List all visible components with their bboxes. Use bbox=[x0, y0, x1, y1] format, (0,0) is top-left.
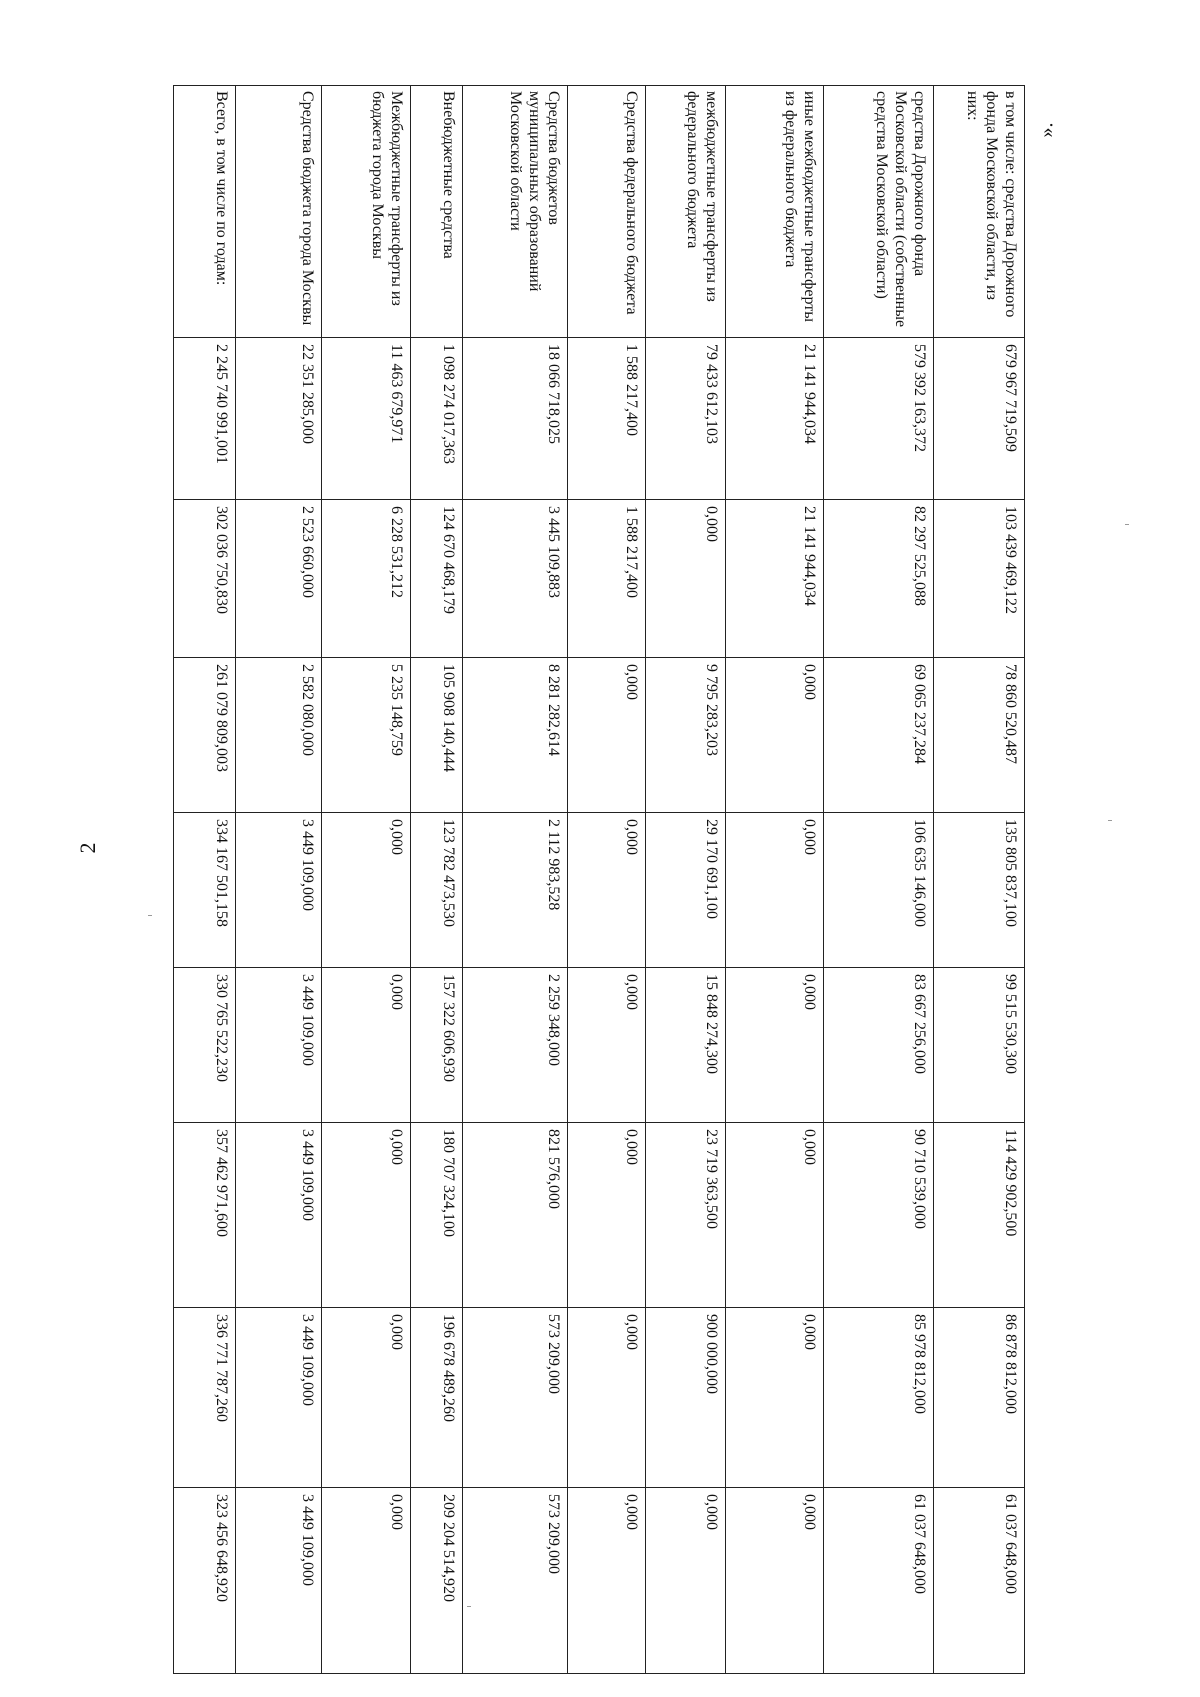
table-cell: 261 079 809,003 bbox=[174, 658, 236, 813]
table-row bbox=[645, 86, 726, 1674]
table-cell: 2 259 348,000 bbox=[463, 968, 568, 1123]
table-cell: 573 209,000 bbox=[463, 1308, 568, 1488]
scan-speck bbox=[1108, 820, 1112, 821]
row-label: иные межбюджетные трансферты из федерального бюджета bbox=[726, 86, 824, 338]
table-cell: 0,000 bbox=[726, 968, 824, 1123]
table-cell: 2 245 740 991,001 bbox=[174, 338, 236, 500]
table-cell: 85 978 812,000 bbox=[824, 1308, 933, 1488]
table-cell: 3 449 109,000 bbox=[235, 1308, 321, 1488]
closing-quote-mark: ». bbox=[1035, 122, 1058, 138]
table-cell: 2 523 660,000 bbox=[235, 500, 321, 658]
table-cell: 334 167 501,158 bbox=[174, 813, 236, 968]
table-cell: 83 667 256,000 bbox=[824, 968, 933, 1123]
table-cell: 105 908 140,444 bbox=[410, 658, 462, 813]
table-cell: 78 860 520,487 bbox=[933, 658, 1024, 813]
table-cell: 86 878 812,000 bbox=[933, 1308, 1024, 1488]
budget-table-frame bbox=[173, 85, 1025, 1673]
budget-table-rotated bbox=[173, 85, 1025, 1673]
table-cell: 3 449 109,000 bbox=[235, 813, 321, 968]
table-cell: 103 439 469,122 bbox=[933, 500, 1024, 658]
table-cell: 573 209,000 bbox=[463, 1488, 568, 1674]
table-cell: 3 449 109,000 bbox=[235, 1488, 321, 1674]
table-cell: 82 297 525,088 bbox=[824, 500, 933, 658]
table-cell: 0,000 bbox=[321, 1123, 410, 1308]
table-cell: 0,000 bbox=[726, 1123, 824, 1308]
table-row bbox=[410, 86, 462, 1674]
table-cell: 0,000 bbox=[726, 813, 824, 968]
table-cell: 6 228 531,212 bbox=[321, 500, 410, 658]
table-cell: 0,000 bbox=[726, 1488, 824, 1674]
table-row bbox=[933, 86, 1024, 1674]
table-cell: 69 065 237,284 bbox=[824, 658, 933, 813]
table-cell: 330 765 522,230 bbox=[174, 968, 236, 1123]
table-cell: 11 463 679,971 bbox=[321, 338, 410, 500]
row-label: Внебюджетные средства bbox=[410, 86, 462, 338]
page-number: 2 bbox=[75, 842, 100, 854]
table-cell: 135 805 837,100 bbox=[933, 813, 1024, 968]
table-cell: 0,000 bbox=[321, 813, 410, 968]
table-cell: 61 037 648,000 bbox=[933, 1488, 1024, 1674]
table-cell: 3 449 109,000 bbox=[235, 968, 321, 1123]
table-cell: 123 782 473,530 bbox=[410, 813, 462, 968]
table-cell: 18 066 718,025 bbox=[463, 338, 568, 500]
row-label: Всего, в том числе по годам: bbox=[174, 86, 236, 338]
table-cell: 1 588 217,400 bbox=[568, 338, 646, 500]
row-label: Средства федерального бюджета bbox=[568, 86, 646, 338]
table-cell: 2 112 983,528 bbox=[463, 813, 568, 968]
table-row bbox=[321, 86, 410, 1674]
table-row-total bbox=[174, 86, 236, 1674]
table-cell: 79 433 612,103 bbox=[645, 338, 726, 500]
row-label: Средства бюджета города Москвы bbox=[235, 86, 321, 338]
table-row bbox=[726, 86, 824, 1674]
row-label: средства Дорожного фонда Московской области (собственные средства Московской области) bbox=[824, 86, 933, 338]
table-cell: 180 707 324,100 bbox=[410, 1123, 462, 1308]
row-label: межбюджетные трансферты из федерального бюджета bbox=[645, 86, 726, 338]
table-row bbox=[568, 86, 646, 1674]
table-cell: 0,000 bbox=[321, 1488, 410, 1674]
table-cell: 821 576,000 bbox=[463, 1123, 568, 1308]
scan-speck bbox=[467, 1606, 471, 1607]
table-cell: 29 170 691,100 bbox=[645, 813, 726, 968]
table-cell: 357 462 971,600 bbox=[174, 1123, 236, 1308]
table-cell: 196 678 489,260 bbox=[410, 1308, 462, 1488]
table-cell: 3 445 109,883 bbox=[463, 500, 568, 658]
table-cell: 5 235 148,759 bbox=[321, 658, 410, 813]
table-cell: 900 000,000 bbox=[645, 1308, 726, 1488]
table-cell: 679 967 719,509 bbox=[933, 338, 1024, 500]
table-cell: 0,000 bbox=[645, 1488, 726, 1674]
table-cell: 114 429 902,500 bbox=[933, 1123, 1024, 1308]
table-cell: 90 710 539,000 bbox=[824, 1123, 933, 1308]
table-cell: 0,000 bbox=[726, 1308, 824, 1488]
table-row bbox=[824, 86, 933, 1674]
budget-table bbox=[173, 85, 1025, 1674]
table-row bbox=[463, 86, 568, 1674]
table-cell: 23 719 363,500 bbox=[645, 1123, 726, 1308]
table-cell: 336 771 787,260 bbox=[174, 1308, 236, 1488]
table-cell: 21 141 944,034 bbox=[726, 500, 824, 658]
table-cell: 0,000 bbox=[321, 1308, 410, 1488]
table-cell: 21 141 944,034 bbox=[726, 338, 824, 500]
table-cell: 124 670 468,179 bbox=[410, 500, 462, 658]
table-cell: 0,000 bbox=[568, 658, 646, 813]
row-label: в том числе: средства Дорожного фонда Московской области, из них: bbox=[933, 86, 1024, 338]
table-cell: 22 351 285,000 bbox=[235, 338, 321, 500]
table-cell: 0,000 bbox=[726, 658, 824, 813]
table-row bbox=[235, 86, 321, 1674]
table-cell: 0,000 bbox=[568, 968, 646, 1123]
table-cell: 323 456 648,920 bbox=[174, 1488, 236, 1674]
table-cell: 1 588 217,400 bbox=[568, 500, 646, 658]
scan-speck bbox=[148, 915, 152, 916]
table-cell: 157 322 606,930 bbox=[410, 968, 462, 1123]
scan-speck bbox=[1125, 524, 1129, 525]
table-cell: 0,000 bbox=[568, 1488, 646, 1674]
table-cell: 3 449 109,000 bbox=[235, 1123, 321, 1308]
table-cell: 8 281 282,614 bbox=[463, 658, 568, 813]
table-cell: 579 392 163,372 bbox=[824, 338, 933, 500]
table-cell: 15 848 274,300 bbox=[645, 968, 726, 1123]
table-cell: 1 098 274 017,363 bbox=[410, 338, 462, 500]
table-cell: 106 635 146,000 bbox=[824, 813, 933, 968]
row-label: Средства бюджетов муниципальных образований Московской области bbox=[463, 86, 568, 338]
table-cell: 9 795 283,203 bbox=[645, 658, 726, 813]
table-cell: 2 582 080,000 bbox=[235, 658, 321, 813]
table-cell: 61 037 648,000 bbox=[824, 1488, 933, 1674]
table-cell: 0,000 bbox=[568, 1123, 646, 1308]
table-cell: 0,000 bbox=[645, 500, 726, 658]
table-cell: 0,000 bbox=[568, 813, 646, 968]
table-cell: 302 036 750,830 bbox=[174, 500, 236, 658]
table-cell: 0,000 bbox=[568, 1308, 646, 1488]
table-cell: 0,000 bbox=[321, 968, 410, 1123]
table-cell: 209 204 514,920 bbox=[410, 1488, 462, 1674]
table-cell: 99 515 530,300 bbox=[933, 968, 1024, 1123]
row-label: Межбюджетные трансферты из бюджета города Москвы bbox=[321, 86, 410, 338]
